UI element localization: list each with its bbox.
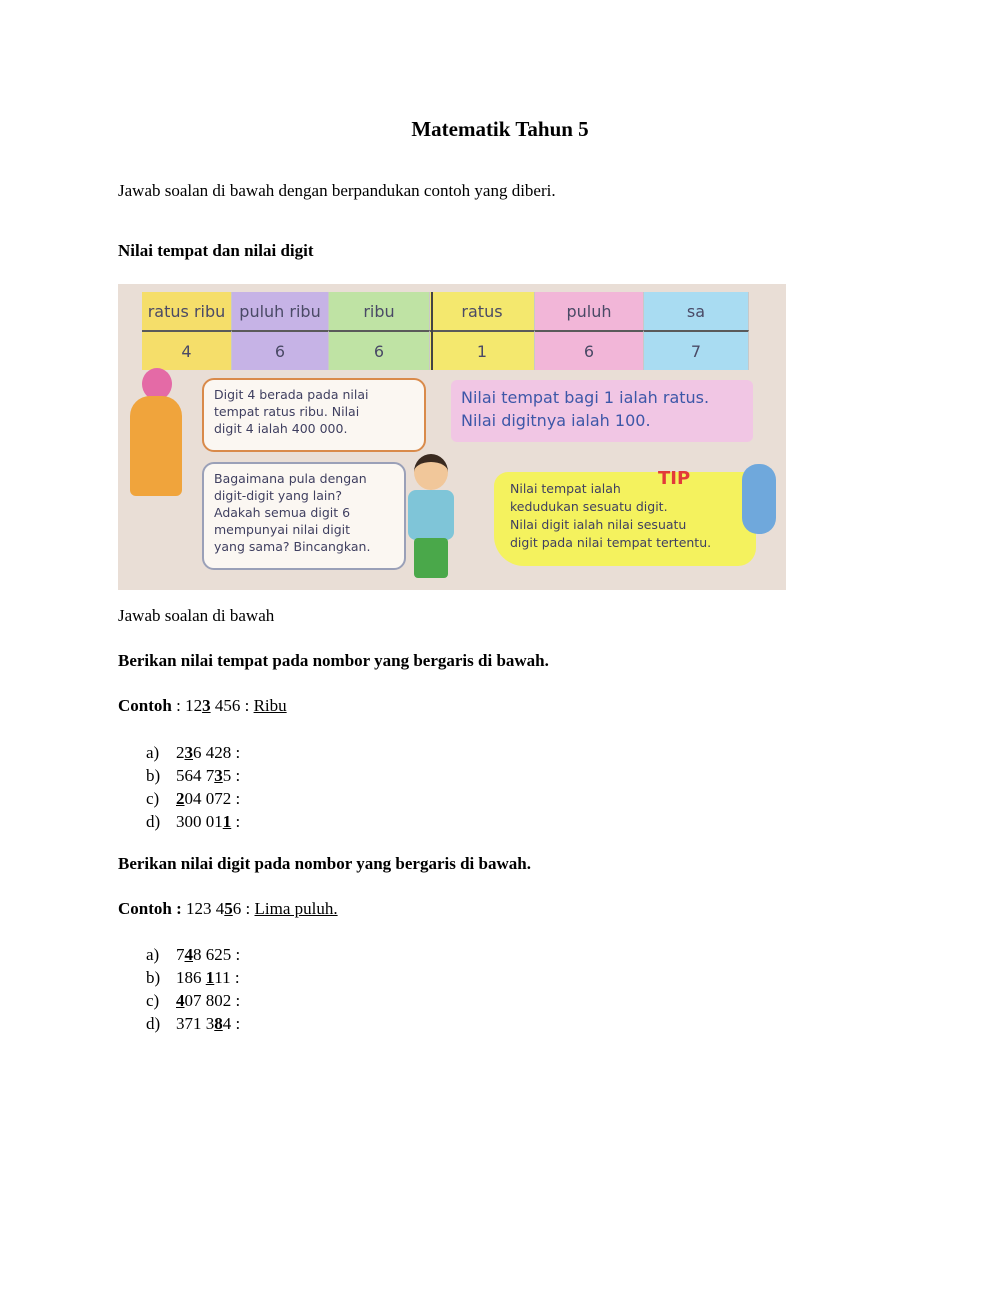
bubble-line: tempat ratus ribu. Nilai: [214, 404, 360, 419]
example-underlined-digit: 3: [202, 696, 211, 715]
part1-question-list: [146, 741, 240, 833]
example-post: 6 :: [232, 899, 255, 918]
list-item: [146, 810, 240, 833]
example-pre: 123 4: [181, 899, 225, 918]
item-label: a): [146, 743, 160, 762]
item-pre: 564 7: [176, 766, 215, 785]
bubble-line: Bagaimana pula dengan: [214, 471, 367, 486]
example-answer: Ribu: [253, 696, 287, 715]
place-value-table: [142, 292, 749, 370]
tip-line: kedudukan sesuatu digit.: [510, 499, 668, 514]
tip-line: Nilai tempat ialah: [510, 481, 621, 496]
bubble-line: mempunyai nilai digit: [214, 522, 351, 537]
item-pre: 186: [176, 968, 206, 987]
part1-heading: Berikan nilai tempat pada nombor yang bergaris di bawah.: [118, 651, 549, 670]
pv-digit: 6: [329, 330, 430, 370]
item-underlined-digit: 3: [184, 743, 193, 762]
list-item: [146, 764, 240, 787]
tip-box: [494, 472, 756, 566]
list-item: [146, 943, 240, 966]
section-heading: Nilai tempat dan nilai digit: [118, 241, 314, 260]
item-underlined-digit: 1: [205, 968, 215, 987]
part1-example: [118, 696, 287, 716]
pv-header-puluh: puluh: [535, 292, 644, 330]
boy-illustration-head: [414, 454, 448, 490]
item-underlined-digit: 2: [176, 789, 185, 808]
pv-digit: 4: [142, 330, 232, 370]
item-label: c): [146, 789, 160, 808]
pv-digit: 6: [535, 330, 644, 370]
boy-illustration-body: [408, 490, 454, 540]
list-item: [146, 989, 240, 1012]
item-post: 04 072 :: [184, 789, 241, 808]
example-underlined-digit: 5: [224, 899, 233, 918]
speech-bubble-girl: [202, 378, 426, 452]
item-label: c): [146, 991, 160, 1010]
bubble-line: Adakah semua digit 6: [214, 505, 351, 520]
item-post: 5 :: [222, 766, 241, 785]
item-post: 4 :: [222, 1014, 241, 1033]
list-item: [146, 1012, 240, 1035]
item-post: 11 :: [214, 968, 240, 987]
item-pre: 300 01: [176, 812, 223, 831]
item-post: 6 428 :: [193, 743, 241, 762]
example-label: Contoh: [118, 696, 172, 715]
item-post: 8 625 :: [193, 945, 241, 964]
girl-illustration-body: [130, 396, 182, 496]
bubble-line: digit 4 ialah 400 000.: [214, 421, 348, 436]
speech-bubble-boy: [202, 462, 406, 570]
explanation-line: Nilai tempat bagi 1 ialah ratus.: [461, 388, 710, 407]
item-post: :: [231, 812, 241, 831]
explanation-line: Nilai digitnya ialah 100.: [461, 411, 651, 430]
part2-heading: Berikan nilai digit pada nombor yang bergaris di bawah.: [118, 854, 531, 873]
pv-header-sa: sa: [644, 292, 749, 330]
instruction-text: Jawab soalan di bawah dengan berpandukan contoh yang diberi.: [118, 181, 556, 200]
example-answer: Lima puluh.: [254, 899, 338, 918]
item-pre: 2: [176, 743, 185, 762]
pv-header-puluh-ribu: puluh ribu: [232, 292, 329, 330]
item-pre: 7: [176, 945, 185, 964]
boy-illustration-legs: [414, 538, 448, 578]
item-post: 07 802 :: [184, 991, 241, 1010]
item-label: d): [146, 812, 161, 831]
bubble-line: Digit 4 berada pada nilai: [214, 387, 369, 402]
item-underlined-digit: 1: [222, 812, 232, 831]
item-label: b): [146, 766, 161, 785]
pv-digit: 1: [430, 330, 535, 370]
item-label: b): [146, 968, 161, 987]
part2-example: [118, 899, 338, 919]
textbook-image: [118, 284, 786, 590]
example-post: 456 :: [210, 696, 254, 715]
page-title: Matematik Tahun 5: [411, 117, 589, 141]
pv-digit: 7: [644, 330, 749, 370]
tip-line: Nilai digit ialah nilai sesuatu: [510, 517, 687, 532]
pv-digit: 6: [232, 330, 329, 370]
place-value-explanation-box: [451, 380, 753, 442]
list-item: [146, 787, 240, 810]
item-underlined-digit: 3: [214, 766, 223, 785]
pv-header-ratus: ratus: [430, 292, 535, 330]
example-pre: : 12: [171, 696, 203, 715]
part2-question-list: [146, 943, 240, 1035]
list-item: [146, 741, 240, 764]
tip-label: TIP: [658, 468, 691, 489]
dolphin-illustration: [742, 464, 776, 534]
answer-prompt: Jawab soalan di bawah: [118, 606, 275, 625]
item-label: d): [146, 1014, 161, 1033]
bubble-line: digit-digit yang lain?: [214, 488, 342, 503]
item-pre: 371 3: [176, 1014, 215, 1033]
tip-line: digit pada nilai tempat tertentu.: [510, 535, 712, 550]
bubble-line: yang sama? Bincangkan.: [214, 539, 371, 554]
pv-header-ratus-ribu: ratus ribu: [142, 292, 232, 330]
item-label: a): [146, 945, 160, 964]
item-underlined-digit: 4: [176, 991, 185, 1010]
pv-header-ribu: ribu: [329, 292, 430, 330]
example-label: Contoh :: [118, 899, 182, 918]
place-value-divider: [431, 292, 433, 370]
item-underlined-digit: 4: [184, 945, 193, 964]
item-underlined-digit: 8: [214, 1014, 223, 1033]
list-item: [146, 966, 240, 989]
